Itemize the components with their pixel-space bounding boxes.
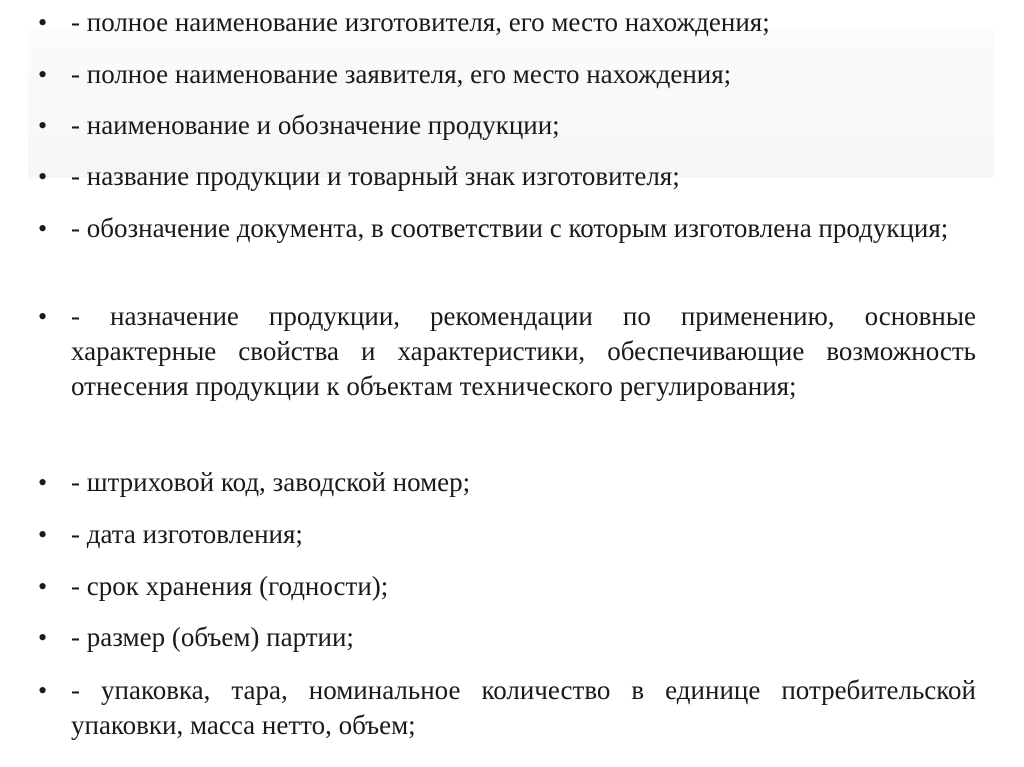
bullet-icon: • <box>38 302 48 331</box>
item-text: - обозначение документа, в соответствии с которым изготовлена продукция; <box>71 213 949 243</box>
list-item <box>38 517 978 552</box>
item-text: - размер (объем) партии; <box>71 622 354 652</box>
item-text: - штриховой код, заводской номер; <box>71 467 471 497</box>
item-text: - срок хранения (годности); <box>71 571 389 601</box>
item-text: - полное наименование изготовителя, его место нахождения; <box>71 7 770 37</box>
list-item <box>38 299 978 404</box>
item-text: - назначение продукции, рекомендации по применению, основные характерные свойства и характеристики, обеспечивающие возможность отнесения продукции к объектам технического регулирования; <box>71 301 976 401</box>
list-item <box>38 57 978 92</box>
item-text: - название продукции и товарный знак изготовителя; <box>71 161 680 191</box>
bullet-icon: • <box>38 676 48 705</box>
item-text: - полное наименование заявителя, его место нахождения; <box>71 59 732 89</box>
list-item <box>38 211 978 246</box>
bullet-icon: • <box>38 8 48 37</box>
bullet-icon: • <box>38 162 48 191</box>
list-item <box>38 5 978 40</box>
list-item <box>38 465 978 500</box>
background-band <box>28 30 994 178</box>
bullet-icon: • <box>38 60 48 89</box>
list-item <box>38 159 978 194</box>
bullet-icon: • <box>38 214 48 243</box>
bullet-icon: • <box>38 623 48 652</box>
list-item <box>38 620 978 655</box>
item-text: - упаковка, тара, номинальное количество в единице потребительской упаковки, масса нетто, объем; <box>71 675 976 740</box>
list-item <box>38 108 978 143</box>
bullet-icon: • <box>38 520 48 549</box>
item-text: - наименование и обозначение продукции; <box>71 110 560 140</box>
list-item <box>38 569 978 604</box>
bullet-icon: • <box>38 111 48 140</box>
bullet-icon: • <box>38 572 48 601</box>
list-item <box>38 673 978 743</box>
item-text: - дата изготовления; <box>71 519 303 549</box>
bullet-icon: • <box>38 468 48 497</box>
